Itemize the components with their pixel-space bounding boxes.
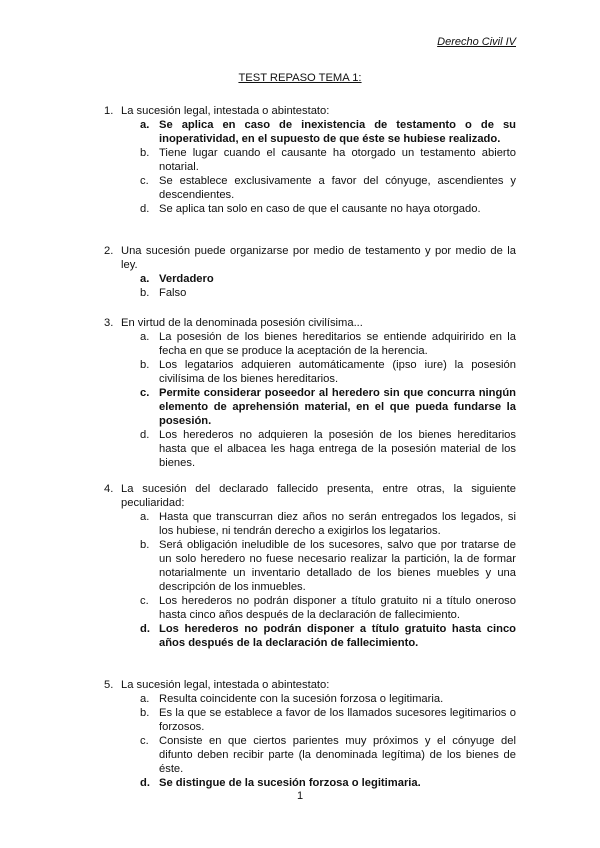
question-text: La sucesión del declarado fallecido presenta, entre otras, la siguiente peculiaridad:	[121, 483, 516, 509]
question-number: 2.	[104, 245, 114, 257]
question-2	[104, 244, 516, 300]
test-title: TEST REPASO TEMA 1:	[238, 72, 362, 84]
question-number: 4.	[104, 483, 114, 495]
option-c: c. Los herederos no podrán disponer a título gratuito ni a título oneroso hasta cinco años después de la declaración de fallecimiento.	[140, 595, 516, 621]
option-d: d. Los herederos no adquieren la posesión de los bienes hereditarios hasta que el albacea les haga entrega de la posesión material de los bienes.	[140, 429, 516, 469]
question-4	[104, 482, 516, 650]
option-c: c. Se establece exclusivamente a favor del cónyuge, ascendientes y descendientes.	[140, 175, 516, 201]
option-b: b. Los legatarios adquieren automáticamente (ipso iure) la posesión civilísima de los bienes hereditarios.	[140, 359, 516, 385]
option-c: c. Consiste en que ciertos parientes muy próximos y el cónyuge del difunto deben recibir parte (la denominada legítima) de los bienes de éste.	[140, 735, 516, 775]
option-c-correct: c. Permite considerar poseedor al heredero sin que concurra ningún elemento de aprehensión material, en el que pueda fundarse la posesión.	[140, 387, 516, 427]
page-number: 1	[296, 790, 304, 802]
question-number: 5.	[104, 679, 114, 691]
option-d: d. Se aplica tan solo en caso de que el causante no haya otorgado.	[140, 203, 481, 215]
option-a-correct: a. Se aplica en caso de inexistencia de testamento o de su inoperatividad, en el supuesto de que éste se hubiese realizado.	[140, 119, 516, 145]
question-5	[104, 678, 516, 790]
option-a: a. Resulta coincidente con la sucesión forzosa o legitimaria.	[140, 693, 444, 705]
question-text: La sucesión legal, intestada o abintestato:	[121, 105, 330, 117]
option-b: b. Es la que se establece a favor de los llamados sucesores legitimarios o forzosos.	[140, 707, 516, 733]
question-text: La sucesión legal, intestada o abintestato:	[121, 679, 330, 691]
running-header: Derecho Civil IV	[437, 36, 516, 48]
option-d-correct: d. Los herederos no podrán disponer a título gratuito hasta cinco años después de la declaración de fallecimiento.	[140, 623, 516, 649]
option-a: a. La posesión de los bienes hereditarios se entiende adquirirido en la fecha en que se produce la aceptación de la herencia.	[140, 331, 516, 357]
question-text: Una sucesión puede organizarse por medio de testamento y por medio de la ley.	[121, 245, 516, 271]
option-a: a. Hasta que transcurran diez años no serán entregados los legados, si los hubiese, ni tendrán derecho a exigirlos los legatarios.	[140, 511, 516, 537]
option-b: b. Tiene lugar cuando el causante ha otorgado un testamento abierto notarial.	[140, 147, 516, 173]
option-a-correct: a. Verdadero	[140, 273, 214, 285]
option-b: b. Será obligación ineludible de los sucesores, salvo que por tratarse de un solo heredero no fuese necesario realizar la partición, la de formar notarialmente un inventario detallado de los bienes muebles y una descripción de los inmuebles.	[140, 539, 516, 593]
option-b: b. Falso	[140, 287, 187, 299]
option-d-correct: d. Se distingue de la sucesión forzosa o legitimaria.	[140, 777, 421, 789]
question-1	[104, 104, 516, 216]
question-number: 1.	[104, 105, 114, 117]
question-text: En virtud de la denominada posesión civilísima...	[121, 317, 363, 329]
question-number: 3.	[104, 317, 114, 329]
question-3	[104, 316, 516, 470]
